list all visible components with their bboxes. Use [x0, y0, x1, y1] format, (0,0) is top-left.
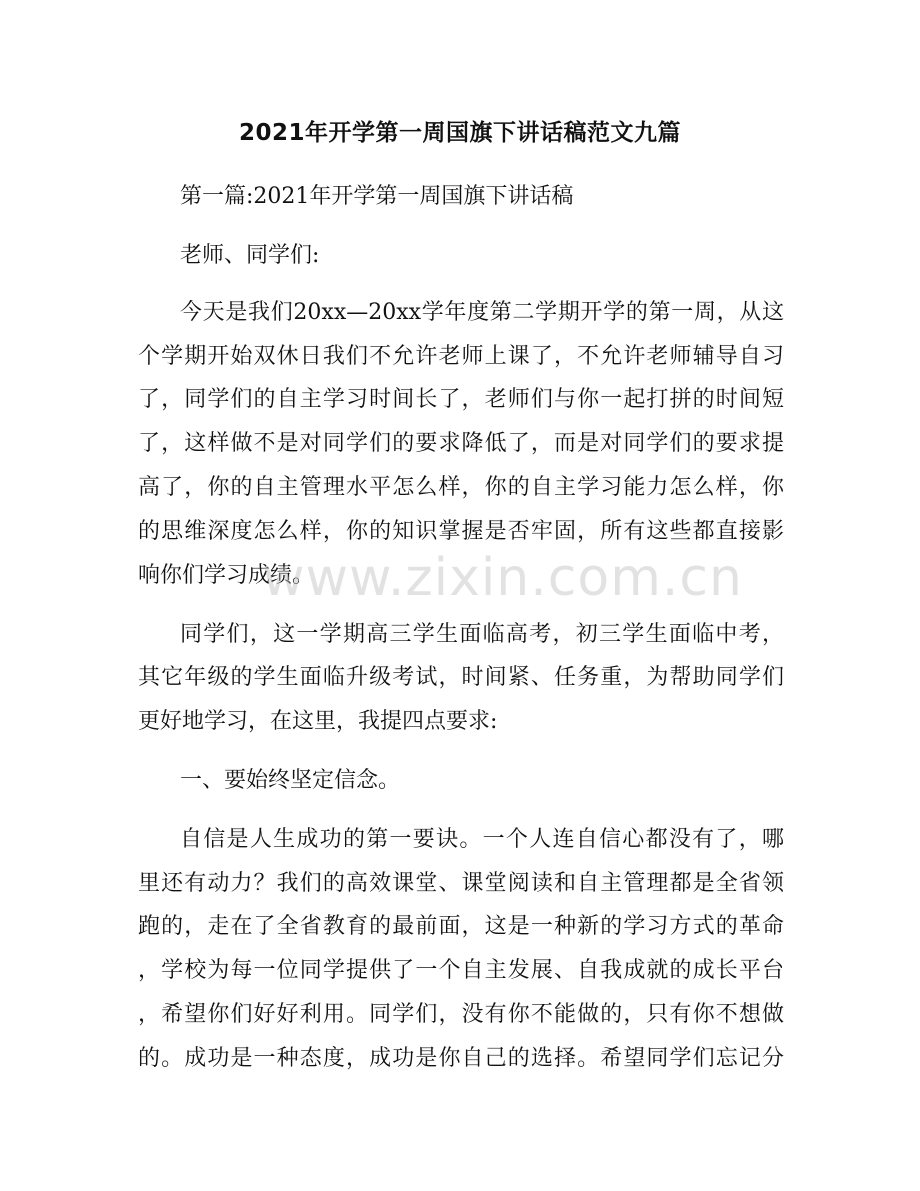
paragraph-line: 自信是人生成功的第一要诀。一个人连自信心都没有了，哪 [180, 827, 784, 852]
paragraph-line: 高了，你的自主管理水平怎么样，你的自主学习能力怎么样，你 [138, 475, 784, 500]
paragraph-line: 跑的，走在了全省教育的最前面，这是一种新的学习方式的革命 [138, 914, 784, 939]
paragraph-line: 其它年级的学生面临升级考试，时间紧、任务重，为帮助同学们 [138, 665, 784, 690]
paragraph-line: 同学们，这一学期高三学生面临高考，初三学生面临中考， [180, 622, 784, 647]
paragraph-line: 响你们学习成绩。 [138, 563, 315, 588]
paragraph-line: 了，同学们的自主学习时间长了，老师们与你一起打拼的时间短 [138, 387, 784, 412]
paragraph-line: ，希望你们好好利用。同学们，没有你不能做的，只有你不想做 [138, 1002, 784, 1027]
paragraph-line: 的思维深度怎么样，你的知识掌握是否牢固，所有这些都直接影 [138, 519, 784, 544]
salutation: 老师、同学们: [180, 243, 320, 268]
paragraph-line: 里还有动力？我们的高效课堂、课堂阅读和自主管理都是全省领 [138, 871, 784, 896]
watermark: www.zixin.com.cn [262, 548, 743, 608]
paragraph-line: 了，这样做不是对同学们的要求降低了，而是对同学们的要求提 [138, 431, 784, 456]
paragraph-line: ，学校为每一位同学提供了一个自主发展、自我成就的成长平台 [138, 958, 784, 983]
section-heading: 第一篇:2021年开学第一周国旗下讲话稿 [180, 184, 574, 209]
paragraph-line: 个学期开始双休日我们不允许老师上课了，不允许老师辅导自习 [138, 344, 784, 369]
paragraph-line: 今天是我们20xx—20xx学年度第二学期开学的第一周，从这 [180, 300, 784, 325]
paragraph-line: 更好地学习，在这里，我提四点要求: [138, 709, 498, 734]
point-heading: 一、要始终坚定信念。 [180, 768, 401, 793]
document-title: 2021年开学第一周国旗下讲话稿范文九篇 [238, 120, 681, 146]
paragraph-line: 的。成功是一种态度，成功是你自己的选择。希望同学们忘记分 [138, 1046, 784, 1071]
